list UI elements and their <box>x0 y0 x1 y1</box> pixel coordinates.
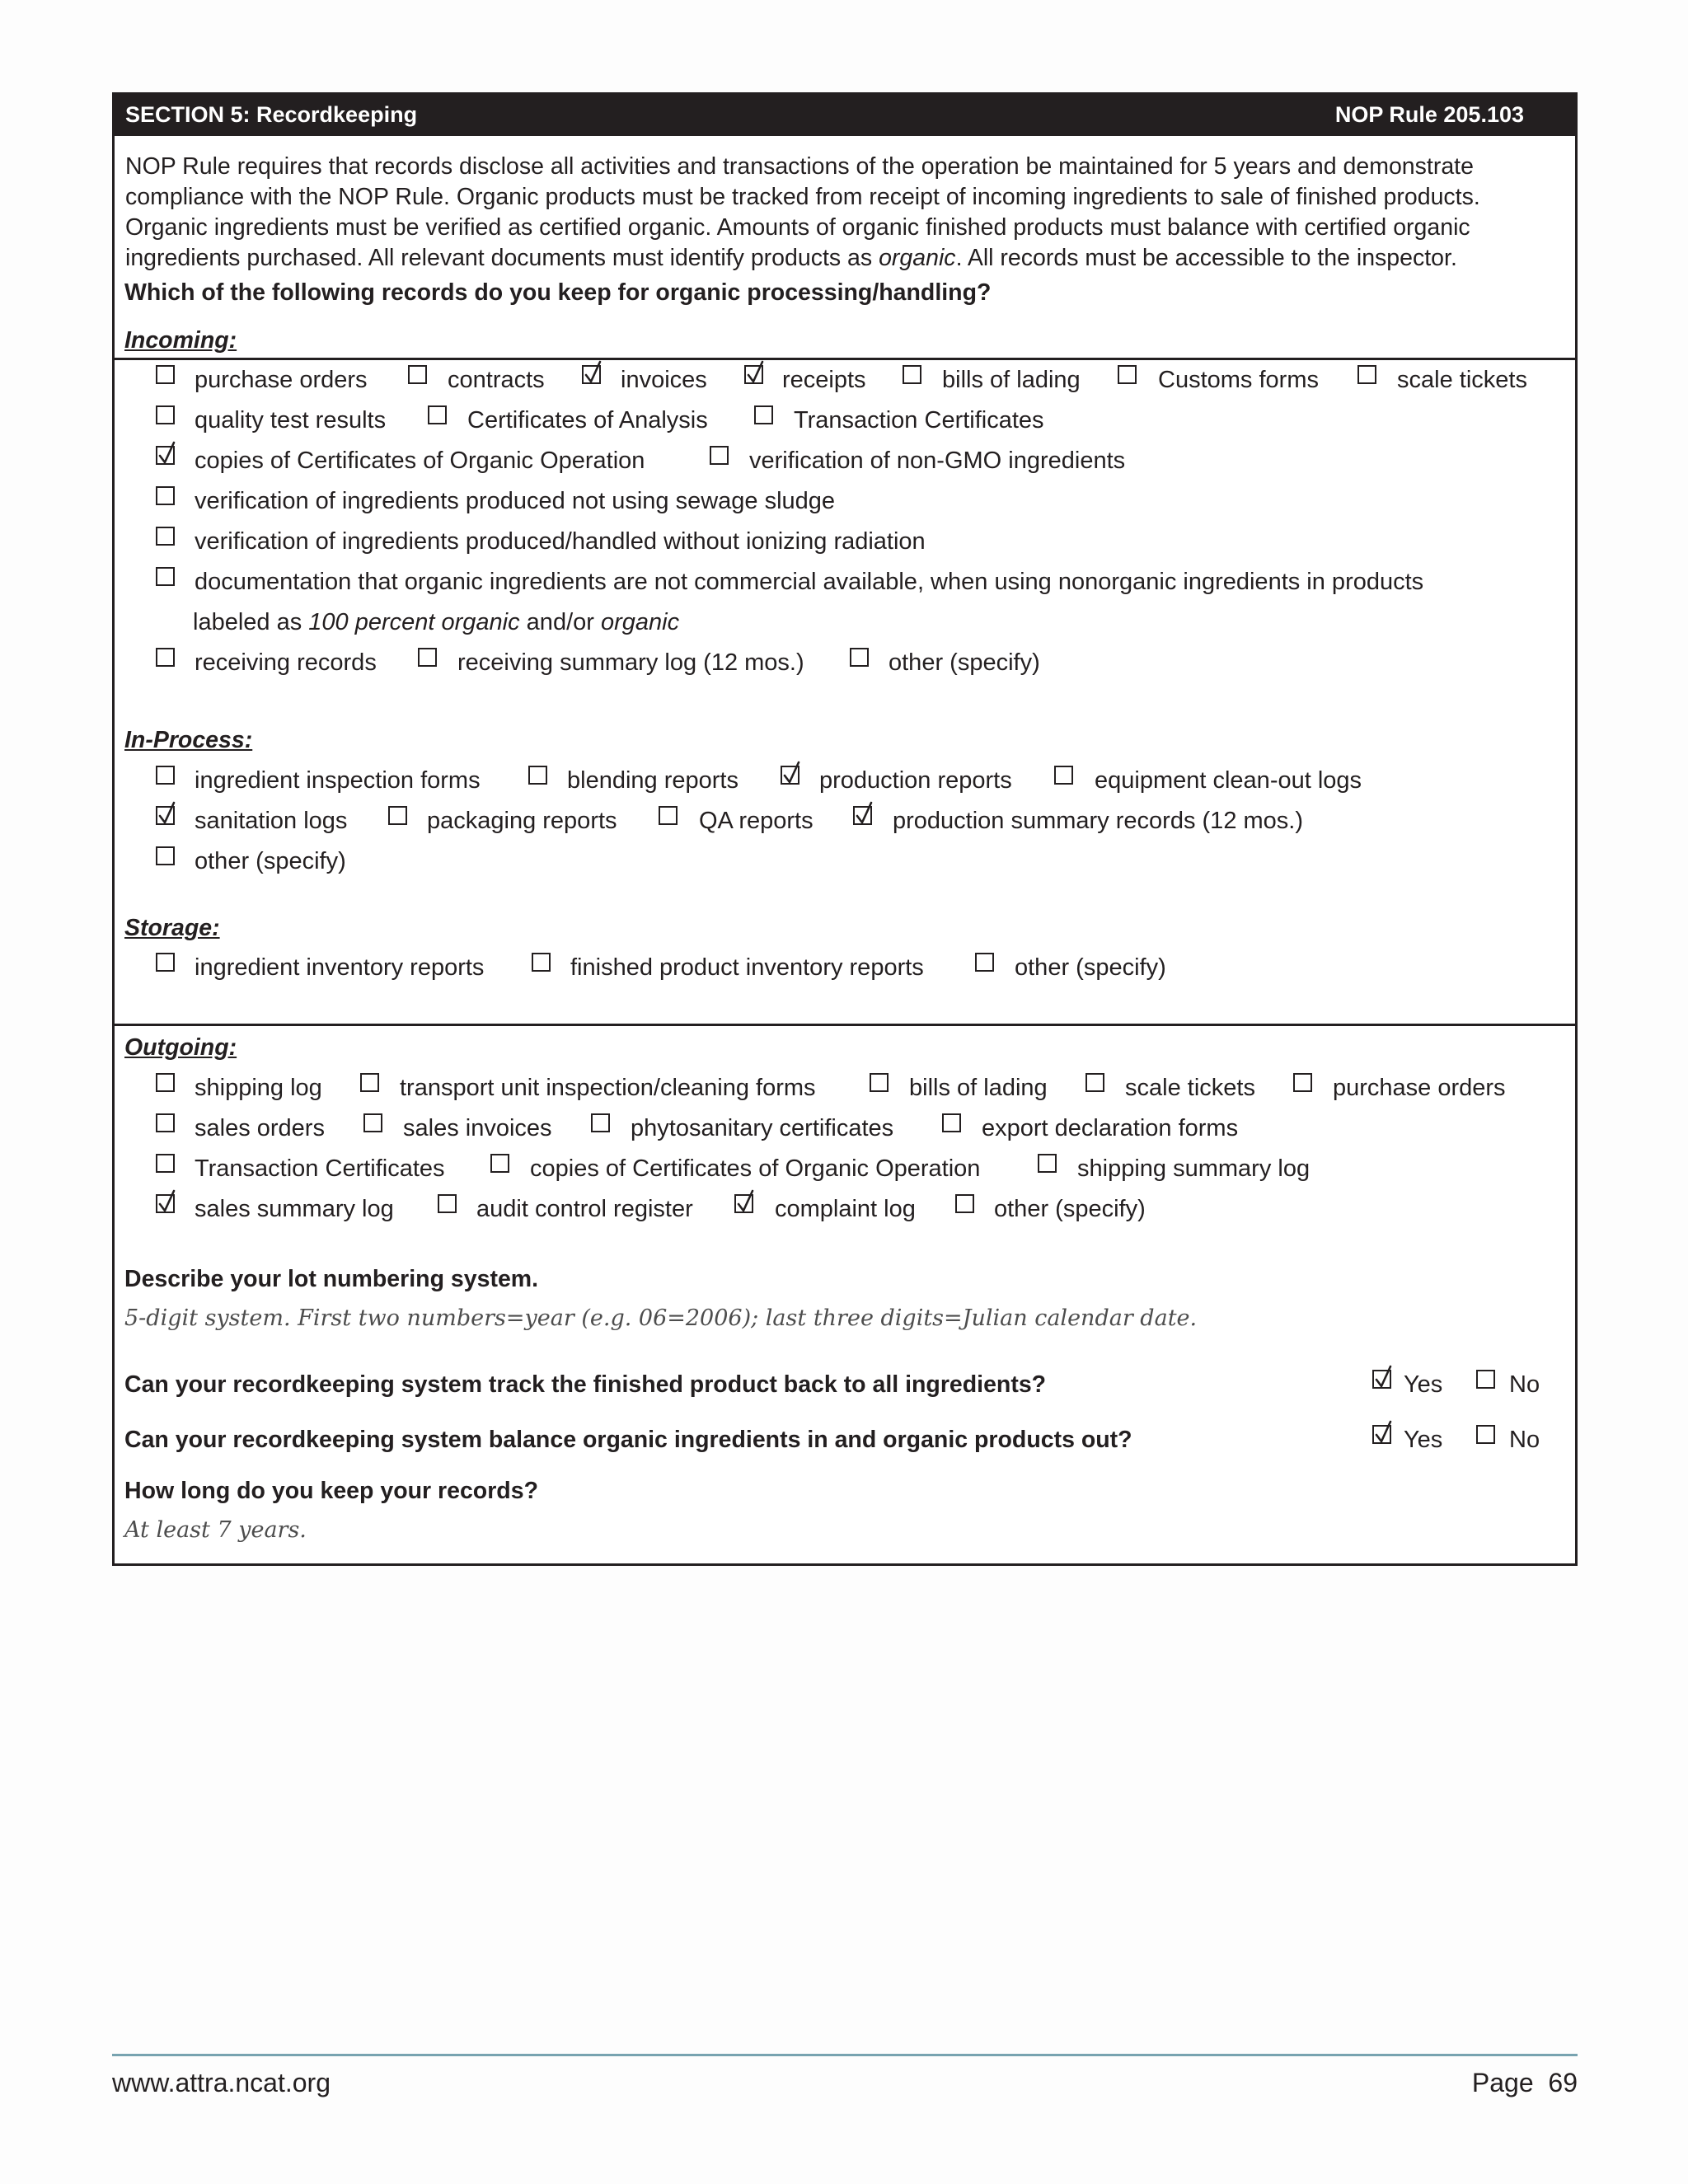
intro-line: ingredients purchased. All relevant documents must identify products as organic. All records must be accessible to the inspector. <box>125 245 1457 271</box>
checkbox[interactable] <box>1293 1073 1312 1092</box>
checkbox[interactable] <box>428 405 447 424</box>
section-header <box>115 95 1575 136</box>
option-label: audit control register <box>476 1196 693 1222</box>
option-label: other (specify) <box>195 848 346 874</box>
checkbox[interactable] <box>156 365 175 384</box>
option-label: transport unit inspection/cleaning forms <box>400 1075 816 1101</box>
checkbox[interactable] <box>744 365 763 384</box>
option-label: shipping log <box>195 1075 322 1101</box>
checkbox[interactable] <box>363 1113 382 1132</box>
check-mark-icon <box>157 442 179 465</box>
checkbox[interactable] <box>1085 1073 1104 1092</box>
option-label: other (specify) <box>889 649 1040 676</box>
option-label: copies of Certificates of Organic Operation <box>530 1155 981 1182</box>
option-label: ingredient inventory reports <box>195 954 485 981</box>
option-label: phytosanitary certificates <box>631 1115 894 1141</box>
checkbox[interactable] <box>975 953 994 972</box>
checkbox[interactable] <box>438 1194 457 1213</box>
checkbox[interactable] <box>156 1113 175 1132</box>
track-question: Can your recordkeeping system track the finished product back to all ingredients? <box>124 1371 1047 1398</box>
option-label: Transaction Certificates <box>794 407 1044 434</box>
footer-rule <box>112 2054 1578 2056</box>
option-label: sanitation logs <box>195 808 348 834</box>
checkbox[interactable] <box>710 446 729 465</box>
checkbox[interactable] <box>156 846 175 865</box>
lot-numbering-question: Describe your lot numbering system. <box>124 1266 539 1292</box>
option-label: verification of ingredients produced not using sewage sludge <box>195 488 836 514</box>
option-label: contracts <box>448 367 545 393</box>
option-label: blending reports <box>567 767 738 794</box>
checkbox[interactable] <box>418 648 437 667</box>
option-label: other (specify) <box>1015 954 1166 981</box>
option-label: complaint log <box>775 1196 916 1222</box>
incoming-heading: Incoming: <box>124 327 237 354</box>
section-divider <box>115 1024 1575 1026</box>
check-mark-icon <box>746 361 767 384</box>
checkbox[interactable] <box>156 486 175 505</box>
checkbox[interactable] <box>582 365 601 384</box>
checkbox[interactable] <box>156 567 175 586</box>
checkbox[interactable] <box>903 365 921 384</box>
checkbox[interactable] <box>955 1194 974 1213</box>
intro-text <box>115 136 1575 360</box>
records-question: Which of the following records do you keep for organic processing/handling? <box>124 279 992 306</box>
yes-label: Yes <box>1404 1427 1443 1453</box>
option-label: invoices <box>621 367 707 393</box>
check-mark-icon <box>157 802 179 825</box>
checkbox[interactable] <box>156 405 175 424</box>
check-mark-icon <box>855 802 876 825</box>
checkbox[interactable] <box>156 1194 175 1213</box>
section-title: SECTION 5: Recordkeeping <box>125 102 418 127</box>
option-label: sales orders <box>195 1115 325 1141</box>
check-mark-icon <box>584 361 605 384</box>
yes-checkbox[interactable] <box>1372 1370 1391 1389</box>
checkbox[interactable] <box>942 1113 961 1132</box>
option-label: sales invoices <box>403 1115 552 1141</box>
intro-line: NOP Rule requires that records disclose all activities and transactions of the operation be maintained for 5 years and demonstrate <box>125 153 1474 180</box>
checkbox[interactable] <box>591 1113 610 1132</box>
checkbox[interactable] <box>360 1073 379 1092</box>
option-label: sales summary log <box>195 1196 394 1222</box>
no-label: No <box>1509 1371 1540 1398</box>
checkbox[interactable] <box>156 953 175 972</box>
option-label: copies of Certificates of Organic Operation <box>195 448 645 474</box>
intro-line: Organic ingredients must be verified as certified organic. Amounts of organic finished products must balance with certified organic <box>125 214 1470 241</box>
retention-answer[interactable]: At least 7 years. <box>124 1517 307 1543</box>
option-label: export declaration forms <box>982 1115 1239 1141</box>
option-label: verification of ingredients produced/handled without ionizing radiation <box>195 528 926 555</box>
intro-line: compliance with the NOP Rule. Organic products must be tracked from receipt of incoming ingredients to sale of finished products. <box>125 184 1480 210</box>
option-label: finished product inventory reports <box>570 954 924 981</box>
option-label: Customs forms <box>1158 367 1319 393</box>
checkbox[interactable] <box>754 405 773 424</box>
checkbox[interactable] <box>156 806 175 825</box>
checkbox[interactable] <box>1038 1154 1057 1173</box>
no-label: No <box>1509 1427 1540 1453</box>
checkbox[interactable] <box>156 446 175 465</box>
option-label: QA reports <box>699 808 814 834</box>
yes-label: Yes <box>1404 1371 1443 1398</box>
check-mark-icon <box>1374 1366 1395 1389</box>
checkbox[interactable] <box>156 648 175 667</box>
no-checkbox[interactable] <box>1476 1370 1495 1389</box>
check-mark-icon <box>736 1190 757 1213</box>
checkbox[interactable] <box>156 1073 175 1092</box>
option-label: ingredient inspection forms <box>195 767 481 794</box>
option-label: purchase orders <box>195 367 368 393</box>
option-label: Certificates of Analysis <box>467 407 708 434</box>
option-label: shipping summary log <box>1077 1155 1311 1182</box>
option-label: receiving summary log (12 mos.) <box>457 649 804 676</box>
option-label: quality test results <box>195 407 387 434</box>
option-label: receiving records <box>195 649 377 676</box>
checkbox[interactable] <box>156 527 175 546</box>
yes-checkbox[interactable] <box>1372 1425 1391 1444</box>
option-label: other (specify) <box>994 1196 1146 1222</box>
no-checkbox[interactable] <box>1476 1425 1495 1444</box>
option-label: scale tickets <box>1397 367 1527 393</box>
option-label: packaging reports <box>427 808 617 834</box>
checkbox[interactable] <box>528 766 547 785</box>
option-label: documentation that organic ingredients are not commercial available, when using nonorganic ingredients in products <box>195 569 1424 595</box>
option-label: bills of lading <box>942 367 1081 393</box>
checkbox[interactable] <box>156 1154 175 1173</box>
option-label: bills of lading <box>909 1075 1048 1101</box>
option-label: receipts <box>782 367 866 393</box>
checkbox[interactable] <box>1357 365 1376 384</box>
option-label: scale tickets <box>1125 1075 1255 1101</box>
rule-reference: NOP Rule 205.103 <box>1334 102 1524 127</box>
lot-numbering-answer[interactable]: 5-digit system. First two numbers=year (e.g. 06=2006); last three digits=Julian calendar date. <box>124 1305 1198 1331</box>
option-label: Transaction Certificates <box>195 1155 445 1182</box>
checkbox[interactable] <box>408 365 427 384</box>
checkbox[interactable] <box>532 953 551 972</box>
checkbox[interactable] <box>1054 766 1073 785</box>
checkbox[interactable] <box>156 766 175 785</box>
checkbox[interactable] <box>734 1194 753 1213</box>
option-label: equipment clean-out logs <box>1095 767 1362 794</box>
option-label: production summary records (12 mos.) <box>893 808 1303 834</box>
checkbox[interactable] <box>870 1073 889 1092</box>
option-label-continuation: labeled as 100 percent organic and/or organic <box>193 609 680 635</box>
checkbox[interactable] <box>1118 365 1137 384</box>
in-process-heading: In-Process: <box>124 727 253 753</box>
option-label: verification of non-GMO ingredients <box>749 448 1126 474</box>
storage-heading: Storage: <box>124 915 220 941</box>
check-mark-icon <box>782 762 804 785</box>
checkbox[interactable] <box>781 766 799 785</box>
checkbox[interactable] <box>850 648 869 667</box>
checkbox[interactable] <box>490 1154 509 1173</box>
footer-website[interactable]: www.attra.ncat.org <box>112 2068 331 2097</box>
check-mark-icon <box>1374 1421 1395 1444</box>
outgoing-heading: Outgoing: <box>124 1034 237 1061</box>
checkbox[interactable] <box>388 806 407 825</box>
option-label: production reports <box>819 767 1012 794</box>
balance-question: Can your recordkeeping system balance organic ingredients in and organic products out? <box>124 1427 1132 1453</box>
retention-question: How long do you keep your records? <box>124 1478 538 1504</box>
option-label: purchase orders <box>1333 1075 1506 1101</box>
check-mark-icon <box>157 1190 179 1213</box>
checkbox[interactable] <box>659 806 678 825</box>
footer-page-number: Page 69 <box>1471 2068 1578 2097</box>
checkbox[interactable] <box>853 806 872 825</box>
